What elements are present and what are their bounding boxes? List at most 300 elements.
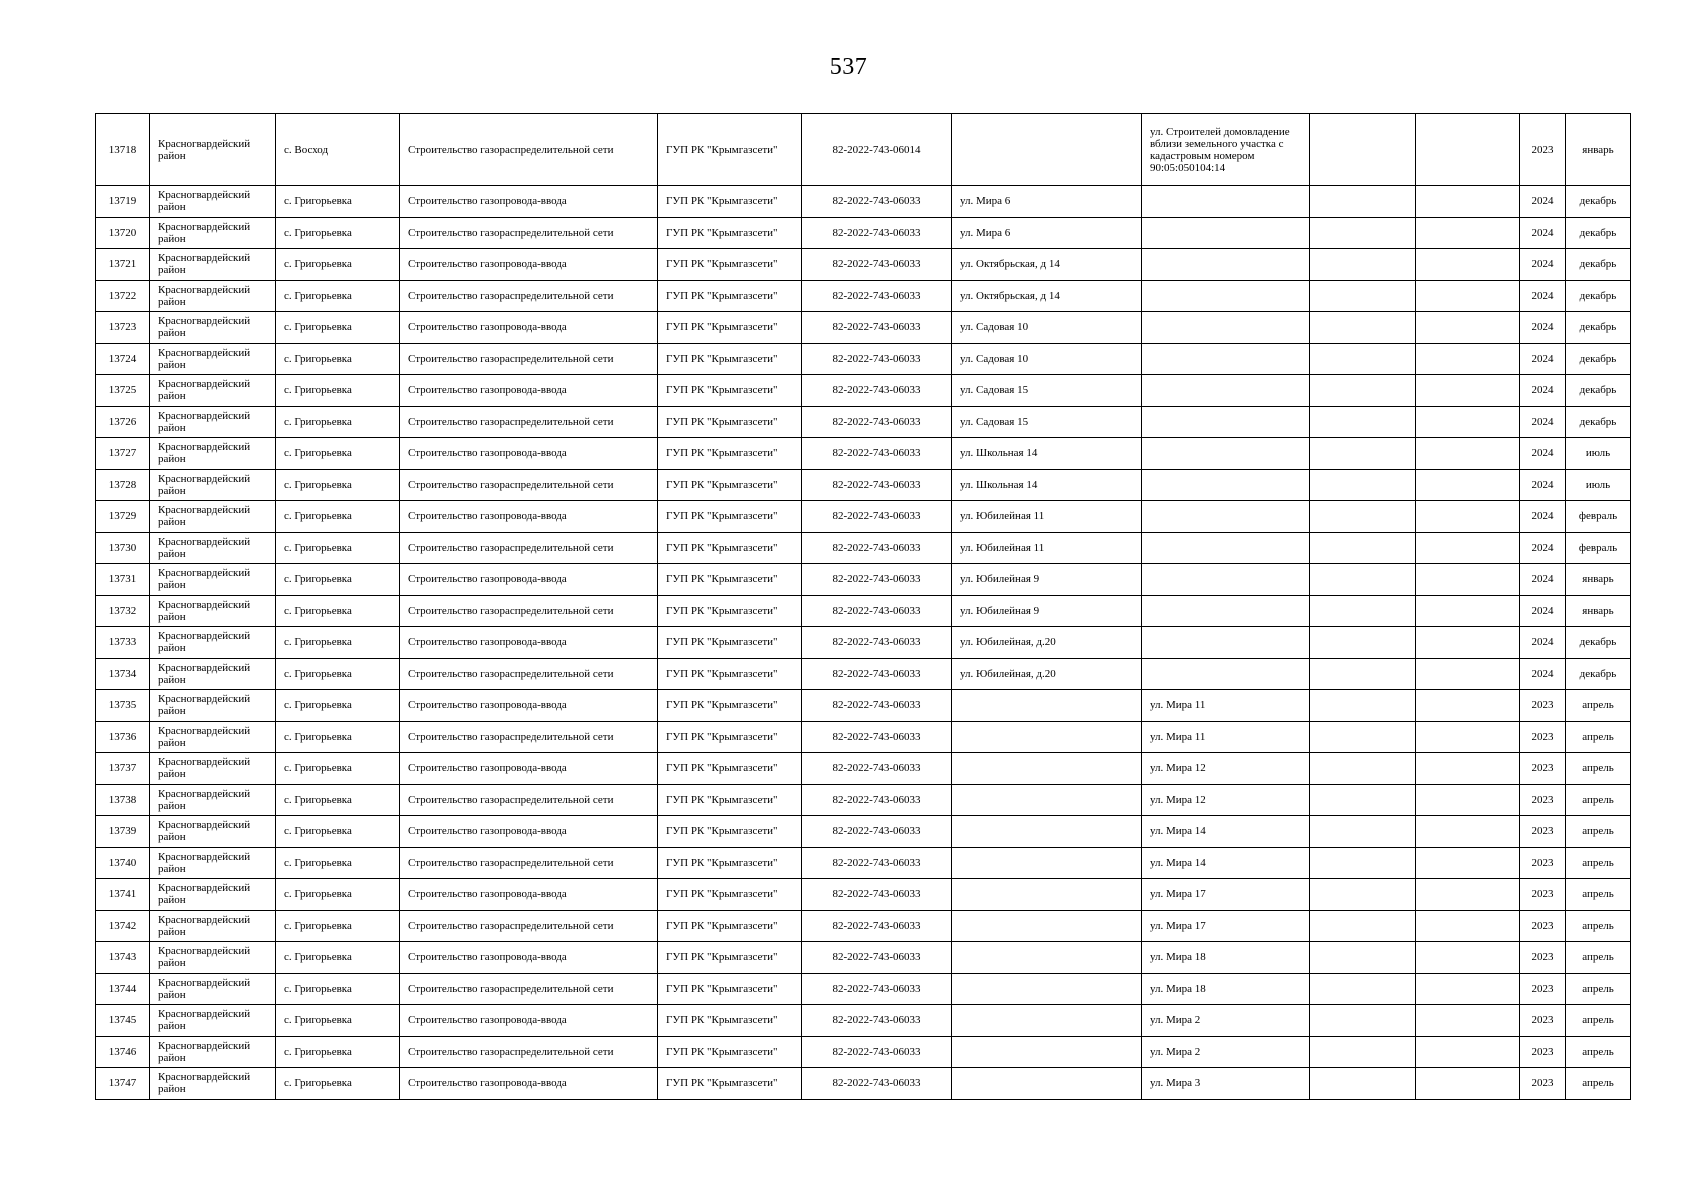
project-code-cell: 82-2022-743-06033 <box>802 942 952 974</box>
village-cell: с. Григорьевка <box>276 249 400 281</box>
table-row <box>96 406 1631 438</box>
empty-cell <box>1416 375 1520 407</box>
district-cell: Красногвардейский район <box>150 406 276 438</box>
year-cell: 2023 <box>1520 847 1566 879</box>
village-cell: с. Григорьевка <box>276 186 400 218</box>
district-cell: Красногвардейский район <box>150 1036 276 1068</box>
project-code-cell: 82-2022-743-06033 <box>802 375 952 407</box>
month-cell: апрель <box>1566 879 1631 911</box>
table-row <box>96 847 1631 879</box>
row-id: 13731 <box>96 564 150 596</box>
project-code-cell: 82-2022-743-06033 <box>802 1005 952 1037</box>
address-note-cell: ул. Мира 11 <box>1142 721 1310 753</box>
village-cell: с. Григорьевка <box>276 217 400 249</box>
year-cell: 2023 <box>1520 910 1566 942</box>
project-code-cell: 82-2022-743-06033 <box>802 879 952 911</box>
table-row <box>96 753 1631 785</box>
project-code-cell: 82-2022-743-06033 <box>802 469 952 501</box>
empty-cell <box>1310 312 1416 344</box>
empty-cell <box>1416 627 1520 659</box>
year-cell: 2024 <box>1520 532 1566 564</box>
district-cell: Красногвардейский район <box>150 114 276 186</box>
work-type-cell: Строительство газопровода-ввода <box>400 753 658 785</box>
organization-cell: ГУП РК "Крымгазсети" <box>658 217 802 249</box>
address-note-cell <box>1142 280 1310 312</box>
organization-cell: ГУП РК "Крымгазсети" <box>658 658 802 690</box>
address-note-cell <box>1142 438 1310 470</box>
project-code-cell: 82-2022-743-06033 <box>802 721 952 753</box>
empty-cell <box>1310 690 1416 722</box>
organization-cell: ГУП РК "Крымгазсети" <box>658 343 802 375</box>
organization-cell: ГУП РК "Крымгазсети" <box>658 532 802 564</box>
table-row <box>96 658 1631 690</box>
address-note-cell: ул. Мира 12 <box>1142 753 1310 785</box>
address-cell: ул. Школьная 14 <box>952 438 1142 470</box>
work-type-cell: Строительство газораспределительной сети <box>400 595 658 627</box>
address-cell: ул. Мира 6 <box>952 186 1142 218</box>
project-code-cell: 82-2022-743-06033 <box>802 595 952 627</box>
year-cell: 2024 <box>1520 501 1566 533</box>
address-note-cell <box>1142 249 1310 281</box>
work-type-cell: Строительство газопровода-ввода <box>400 501 658 533</box>
empty-cell <box>1416 816 1520 848</box>
address-note-cell <box>1142 343 1310 375</box>
district-cell: Красногвардейский район <box>150 280 276 312</box>
address-note-cell <box>1142 375 1310 407</box>
village-cell: с. Григорьевка <box>276 784 400 816</box>
work-type-cell: Строительство газораспределительной сети <box>400 406 658 438</box>
project-code-cell: 82-2022-743-06033 <box>802 249 952 281</box>
address-cell <box>952 847 1142 879</box>
project-code-cell: 82-2022-743-06033 <box>802 312 952 344</box>
empty-cell <box>1310 438 1416 470</box>
organization-cell: ГУП РК "Крымгазсети" <box>658 469 802 501</box>
empty-cell <box>1310 973 1416 1005</box>
address-cell: ул. Октябрьская, д 14 <box>952 280 1142 312</box>
empty-cell <box>1310 1036 1416 1068</box>
work-type-cell: Строительство газораспределительной сети <box>400 114 658 186</box>
district-cell: Красногвардейский район <box>150 217 276 249</box>
month-cell: декабрь <box>1566 658 1631 690</box>
organization-cell: ГУП РК "Крымгазсети" <box>658 438 802 470</box>
district-cell: Красногвардейский район <box>150 847 276 879</box>
work-type-cell: Строительство газораспределительной сети <box>400 343 658 375</box>
project-code-cell: 82-2022-743-06033 <box>802 1068 952 1100</box>
table-body <box>96 114 1631 1100</box>
district-cell: Красногвардейский район <box>150 312 276 344</box>
project-code-cell: 82-2022-743-06033 <box>802 532 952 564</box>
address-cell: ул. Садовая 10 <box>952 343 1142 375</box>
address-note-cell <box>1142 532 1310 564</box>
address-note-cell: ул. Мира 12 <box>1142 784 1310 816</box>
month-cell: апрель <box>1566 721 1631 753</box>
month-cell: апрель <box>1566 1036 1631 1068</box>
address-cell: ул. Юбилейная, д.20 <box>952 658 1142 690</box>
empty-cell <box>1310 501 1416 533</box>
organization-cell: ГУП РК "Крымгазсети" <box>658 816 802 848</box>
address-cell <box>952 784 1142 816</box>
address-cell: ул. Юбилейная 11 <box>952 532 1142 564</box>
address-note-cell <box>1142 186 1310 218</box>
empty-cell <box>1310 217 1416 249</box>
address-cell <box>952 973 1142 1005</box>
district-cell: Красногвардейский район <box>150 942 276 974</box>
village-cell: с. Григорьевка <box>276 595 400 627</box>
table-row <box>96 343 1631 375</box>
year-cell: 2024 <box>1520 249 1566 281</box>
organization-cell: ГУП РК "Крымгазсети" <box>658 910 802 942</box>
table-row <box>96 280 1631 312</box>
project-code-cell: 82-2022-743-06033 <box>802 343 952 375</box>
district-cell: Красногвардейский район <box>150 1005 276 1037</box>
village-cell: с. Григорьевка <box>276 280 400 312</box>
empty-cell <box>1310 469 1416 501</box>
empty-cell <box>1310 1005 1416 1037</box>
address-cell: ул. Юбилейная 11 <box>952 501 1142 533</box>
address-note-cell: ул. Мира 11 <box>1142 690 1310 722</box>
row-id: 13723 <box>96 312 150 344</box>
work-type-cell: Строительство газопровода-ввода <box>400 438 658 470</box>
row-id: 13718 <box>96 114 150 186</box>
project-code-cell: 82-2022-743-06033 <box>802 816 952 848</box>
address-cell <box>952 721 1142 753</box>
table-row <box>96 690 1631 722</box>
empty-cell <box>1310 721 1416 753</box>
row-id: 13729 <box>96 501 150 533</box>
address-note-cell: ул. Мира 17 <box>1142 910 1310 942</box>
row-id: 13733 <box>96 627 150 659</box>
empty-cell <box>1416 217 1520 249</box>
work-type-cell: Строительство газораспределительной сети <box>400 784 658 816</box>
work-type-cell: Строительство газопровода-ввода <box>400 186 658 218</box>
empty-cell <box>1310 249 1416 281</box>
year-cell: 2023 <box>1520 784 1566 816</box>
empty-cell <box>1416 847 1520 879</box>
month-cell: декабрь <box>1566 343 1631 375</box>
organization-cell: ГУП РК "Крымгазсети" <box>658 186 802 218</box>
organization-cell: ГУП РК "Крымгазсети" <box>658 1068 802 1100</box>
organization-cell: ГУП РК "Крымгазсети" <box>658 1036 802 1068</box>
table-row <box>96 375 1631 407</box>
organization-cell: ГУП РК "Крымгазсети" <box>658 627 802 659</box>
address-note-cell <box>1142 595 1310 627</box>
village-cell: с. Григорьевка <box>276 1005 400 1037</box>
row-id: 13732 <box>96 595 150 627</box>
year-cell: 2024 <box>1520 312 1566 344</box>
year-cell: 2024 <box>1520 595 1566 627</box>
month-cell: январь <box>1566 114 1631 186</box>
month-cell: апрель <box>1566 910 1631 942</box>
organization-cell: ГУП РК "Крымгазсети" <box>658 690 802 722</box>
village-cell: с. Григорьевка <box>276 847 400 879</box>
district-cell: Красногвардейский район <box>150 627 276 659</box>
row-id: 13728 <box>96 469 150 501</box>
address-note-cell: ул. Строителей домовладение вблизи земельного участка с кадастровым номером 90:05:050104:14 <box>1142 114 1310 186</box>
row-id: 13719 <box>96 186 150 218</box>
address-note-cell: ул. Мира 14 <box>1142 847 1310 879</box>
work-type-cell: Строительство газораспределительной сети <box>400 280 658 312</box>
organization-cell: ГУП РК "Крымгазсети" <box>658 375 802 407</box>
empty-cell <box>1416 186 1520 218</box>
village-cell: с. Григорьевка <box>276 312 400 344</box>
district-cell: Красногвардейский район <box>150 564 276 596</box>
address-cell: ул. Юбилейная 9 <box>952 595 1142 627</box>
village-cell: с. Григорьевка <box>276 816 400 848</box>
month-cell: декабрь <box>1566 280 1631 312</box>
year-cell: 2023 <box>1520 1036 1566 1068</box>
table-row <box>96 1036 1631 1068</box>
year-cell: 2023 <box>1520 690 1566 722</box>
address-cell <box>952 1068 1142 1100</box>
row-id: 13722 <box>96 280 150 312</box>
year-cell: 2024 <box>1520 469 1566 501</box>
work-type-cell: Строительство газораспределительной сети <box>400 973 658 1005</box>
organization-cell: ГУП РК "Крымгазсети" <box>658 721 802 753</box>
village-cell: с. Григорьевка <box>276 564 400 596</box>
village-cell: с. Григорьевка <box>276 721 400 753</box>
empty-cell <box>1310 816 1416 848</box>
empty-cell <box>1416 438 1520 470</box>
table-row <box>96 564 1631 596</box>
month-cell: декабрь <box>1566 249 1631 281</box>
month-cell: декабрь <box>1566 312 1631 344</box>
month-cell: апрель <box>1566 690 1631 722</box>
village-cell: с. Григорьевка <box>276 879 400 911</box>
organization-cell: ГУП РК "Крымгазсети" <box>658 114 802 186</box>
month-cell: февраль <box>1566 532 1631 564</box>
row-id: 13745 <box>96 1005 150 1037</box>
month-cell: июль <box>1566 469 1631 501</box>
month-cell: февраль <box>1566 501 1631 533</box>
address-note-cell <box>1142 312 1310 344</box>
row-id: 13727 <box>96 438 150 470</box>
organization-cell: ГУП РК "Крымгазсети" <box>658 501 802 533</box>
year-cell: 2024 <box>1520 564 1566 596</box>
organization-cell: ГУП РК "Крымгазсети" <box>658 753 802 785</box>
year-cell: 2023 <box>1520 1068 1566 1100</box>
work-type-cell: Строительство газораспределительной сети <box>400 1036 658 1068</box>
month-cell: январь <box>1566 595 1631 627</box>
table-row <box>96 627 1631 659</box>
work-type-cell: Строительство газораспределительной сети <box>400 217 658 249</box>
work-type-cell: Строительство газопровода-ввода <box>400 1068 658 1100</box>
address-cell <box>952 816 1142 848</box>
address-cell <box>952 942 1142 974</box>
address-note-cell <box>1142 501 1310 533</box>
row-id: 13747 <box>96 1068 150 1100</box>
address-note-cell: ул. Мира 3 <box>1142 1068 1310 1100</box>
year-cell: 2023 <box>1520 1005 1566 1037</box>
address-cell <box>952 114 1142 186</box>
empty-cell <box>1416 595 1520 627</box>
project-code-cell: 82-2022-743-06033 <box>802 438 952 470</box>
empty-cell <box>1310 847 1416 879</box>
address-cell <box>952 753 1142 785</box>
project-code-cell: 82-2022-743-06033 <box>802 910 952 942</box>
table-row <box>96 532 1631 564</box>
empty-cell <box>1416 784 1520 816</box>
district-cell: Красногвардейский район <box>150 595 276 627</box>
project-code-cell: 82-2022-743-06033 <box>802 217 952 249</box>
empty-cell <box>1310 406 1416 438</box>
row-id: 13740 <box>96 847 150 879</box>
table-row <box>96 942 1631 974</box>
empty-cell <box>1310 879 1416 911</box>
month-cell: декабрь <box>1566 217 1631 249</box>
village-cell: с. Григорьевка <box>276 501 400 533</box>
empty-cell <box>1416 469 1520 501</box>
table-row <box>96 784 1631 816</box>
work-type-cell: Строительство газопровода-ввода <box>400 249 658 281</box>
empty-cell <box>1310 564 1416 596</box>
village-cell: с. Григорьевка <box>276 532 400 564</box>
row-id: 13720 <box>96 217 150 249</box>
work-type-cell: Строительство газопровода-ввода <box>400 564 658 596</box>
month-cell: апрель <box>1566 1005 1631 1037</box>
empty-cell <box>1416 1005 1520 1037</box>
year-cell: 2024 <box>1520 406 1566 438</box>
year-cell: 2024 <box>1520 658 1566 690</box>
empty-cell <box>1416 532 1520 564</box>
month-cell: декабрь <box>1566 186 1631 218</box>
work-type-cell: Строительство газораспределительной сети <box>400 532 658 564</box>
table-row <box>96 816 1631 848</box>
village-cell: с. Григорьевка <box>276 942 400 974</box>
project-code-cell: 82-2022-743-06033 <box>802 658 952 690</box>
district-cell: Красногвардейский район <box>150 469 276 501</box>
month-cell: апрель <box>1566 847 1631 879</box>
table-row <box>96 438 1631 470</box>
empty-cell <box>1310 186 1416 218</box>
project-code-cell: 82-2022-743-06033 <box>802 627 952 659</box>
address-note-cell: ул. Мира 18 <box>1142 942 1310 974</box>
work-type-cell: Строительство газораспределительной сети <box>400 910 658 942</box>
month-cell: декабрь <box>1566 627 1631 659</box>
month-cell: апрель <box>1566 753 1631 785</box>
village-cell: с. Григорьевка <box>276 1036 400 1068</box>
empty-cell <box>1416 879 1520 911</box>
address-note-cell <box>1142 627 1310 659</box>
village-cell: с. Григорьевка <box>276 343 400 375</box>
empty-cell <box>1310 753 1416 785</box>
empty-cell <box>1416 564 1520 596</box>
work-type-cell: Строительство газопровода-ввода <box>400 942 658 974</box>
year-cell: 2023 <box>1520 973 1566 1005</box>
district-cell: Красногвардейский район <box>150 816 276 848</box>
year-cell: 2024 <box>1520 627 1566 659</box>
district-cell: Красногвардейский район <box>150 879 276 911</box>
empty-cell <box>1310 595 1416 627</box>
empty-cell <box>1416 721 1520 753</box>
month-cell: декабрь <box>1566 406 1631 438</box>
empty-cell <box>1416 1068 1520 1100</box>
district-cell: Красногвардейский район <box>150 690 276 722</box>
work-type-cell: Строительство газопровода-ввода <box>400 375 658 407</box>
village-cell: с. Григорьевка <box>276 406 400 438</box>
project-code-cell: 82-2022-743-06033 <box>802 973 952 1005</box>
village-cell: с. Григорьевка <box>276 627 400 659</box>
address-cell: ул. Садовая 10 <box>952 312 1142 344</box>
month-cell: апрель <box>1566 816 1631 848</box>
address-cell <box>952 879 1142 911</box>
village-cell: с. Григорьевка <box>276 438 400 470</box>
work-type-cell: Строительство газопровода-ввода <box>400 690 658 722</box>
empty-cell <box>1416 973 1520 1005</box>
project-code-cell: 82-2022-743-06033 <box>802 753 952 785</box>
empty-cell <box>1310 910 1416 942</box>
village-cell: с. Григорьевка <box>276 690 400 722</box>
organization-cell: ГУП РК "Крымгазсети" <box>658 564 802 596</box>
row-id: 13742 <box>96 910 150 942</box>
year-cell: 2024 <box>1520 186 1566 218</box>
table-row <box>96 501 1631 533</box>
district-cell: Красногвардейский район <box>150 658 276 690</box>
month-cell: апрель <box>1566 973 1631 1005</box>
empty-cell <box>1416 312 1520 344</box>
address-cell <box>952 1036 1142 1068</box>
project-code-cell: 82-2022-743-06033 <box>802 847 952 879</box>
address-note-cell: ул. Мира 2 <box>1142 1005 1310 1037</box>
village-cell: с. Григорьевка <box>276 375 400 407</box>
organization-cell: ГУП РК "Крымгазсети" <box>658 406 802 438</box>
project-code-cell: 82-2022-743-06033 <box>802 186 952 218</box>
project-code-cell: 82-2022-743-06033 <box>802 501 952 533</box>
project-code-cell: 82-2022-743-06033 <box>802 690 952 722</box>
empty-cell <box>1310 658 1416 690</box>
address-cell: ул. Мира 6 <box>952 217 1142 249</box>
village-cell: с. Григорьевка <box>276 753 400 785</box>
organization-cell: ГУП РК "Крымгазсети" <box>658 973 802 1005</box>
table-row <box>96 469 1631 501</box>
work-type-cell: Строительство газораспределительной сети <box>400 721 658 753</box>
address-note-cell <box>1142 469 1310 501</box>
project-code-cell: 82-2022-743-06033 <box>802 280 952 312</box>
work-type-cell: Строительство газопровода-ввода <box>400 879 658 911</box>
row-id: 13726 <box>96 406 150 438</box>
district-cell: Красногвардейский район <box>150 753 276 785</box>
empty-cell <box>1310 280 1416 312</box>
project-code-cell: 82-2022-743-06014 <box>802 114 952 186</box>
address-note-cell: ул. Мира 2 <box>1142 1036 1310 1068</box>
empty-cell <box>1310 375 1416 407</box>
row-id: 13721 <box>96 249 150 281</box>
year-cell: 2023 <box>1520 816 1566 848</box>
district-cell: Красногвардейский район <box>150 910 276 942</box>
row-id: 13746 <box>96 1036 150 1068</box>
row-id: 13743 <box>96 942 150 974</box>
table-row <box>96 1005 1631 1037</box>
table-row <box>96 1068 1631 1100</box>
work-type-cell: Строительство газораспределительной сети <box>400 847 658 879</box>
row-id: 13738 <box>96 784 150 816</box>
month-cell: апрель <box>1566 942 1631 974</box>
table-row <box>96 217 1631 249</box>
address-cell: ул. Октябрьская, д 14 <box>952 249 1142 281</box>
row-id: 13730 <box>96 532 150 564</box>
year-cell: 2023 <box>1520 879 1566 911</box>
work-type-cell: Строительство газораспределительной сети <box>400 469 658 501</box>
address-note-cell <box>1142 406 1310 438</box>
project-code-cell: 82-2022-743-06033 <box>802 406 952 438</box>
address-note-cell: ул. Мира 14 <box>1142 816 1310 848</box>
table-row <box>96 114 1631 186</box>
organization-cell: ГУП РК "Крымгазсети" <box>658 1005 802 1037</box>
district-cell: Красногвардейский район <box>150 343 276 375</box>
year-cell: 2023 <box>1520 114 1566 186</box>
project-code-cell: 82-2022-743-06033 <box>802 784 952 816</box>
district-cell: Красногвардейский район <box>150 532 276 564</box>
empty-cell <box>1416 343 1520 375</box>
